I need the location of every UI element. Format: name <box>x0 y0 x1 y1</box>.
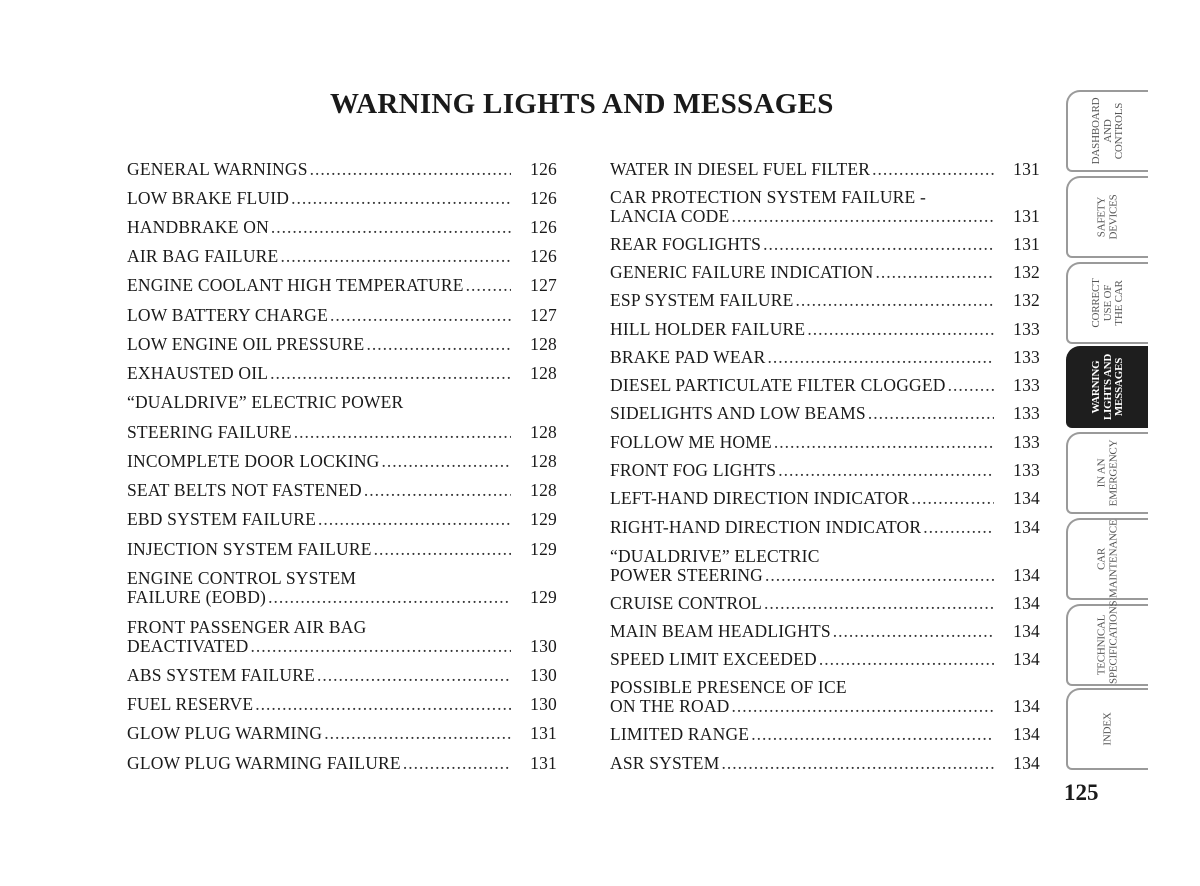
dot-leader <box>280 247 511 266</box>
toc-entry <box>610 678 1040 716</box>
toc-entry <box>127 724 557 743</box>
toc-entry-label: INCOMPLETE DOOR LOCKING <box>127 451 380 471</box>
toc-entry-label: LIMITED RANGE <box>610 724 750 744</box>
toc-entry-label: DIESEL PARTICULATE FILTER CLOGGED <box>610 375 946 395</box>
toc-entry-page: 133 <box>1013 319 1040 339</box>
toc-entry-label: ENGINE COOLANT HIGH TEMPERATURE <box>127 275 464 295</box>
section-tab[interactable] <box>1066 518 1148 600</box>
page-title: WARNING LIGHTS AND MESSAGES <box>330 88 834 120</box>
dot-leader <box>833 622 994 641</box>
toc-entry-label: FAILURE (EOBD) <box>127 587 267 607</box>
toc-entry-label: DEACTIVATED <box>127 636 249 656</box>
toc-entry-page: 129 <box>530 587 557 607</box>
toc-entry <box>610 754 1040 773</box>
toc-entry-label: WATER IN DIESEL FUEL FILTER <box>610 159 871 179</box>
toc-entry-label: MAIN BEAM HEADLIGHTS <box>610 621 831 641</box>
toc-entry-label: FUEL RESERVE <box>127 694 254 714</box>
section-tab-label: CORRECT USE OF THE CAR <box>1089 278 1125 328</box>
dot-leader <box>317 666 511 685</box>
section-tab-label: TECHNICAL SPECIFICATIONS <box>1095 600 1119 684</box>
dot-leader <box>911 489 994 508</box>
toc-entry-label: REAR FOGLIGHTS <box>610 234 762 254</box>
section-tab-label: INDEX <box>1101 712 1114 746</box>
toc-entry <box>127 540 557 559</box>
section-tab[interactable] <box>1066 432 1148 514</box>
toc-entry-page: 131 <box>530 753 557 773</box>
toc-entry-page: 128 <box>530 480 557 500</box>
toc-entry-label: GENERAL WARNINGS <box>127 159 308 179</box>
toc-entry-page: 131 <box>1013 206 1040 226</box>
section-tab-label: DASHBOARD AND CONTROLS <box>1089 97 1125 165</box>
toc-entry-label: EBD SYSTEM FAILURE <box>127 509 316 529</box>
toc-entry-label: BRAKE PAD WEAR <box>610 347 766 367</box>
dot-leader <box>294 423 511 442</box>
toc-entry-page: 126 <box>530 246 557 266</box>
toc-entry <box>610 725 1040 744</box>
dot-leader <box>271 218 511 237</box>
toc-entry <box>127 393 557 412</box>
toc-entry-page: 134 <box>1013 724 1040 744</box>
dot-leader <box>374 540 511 559</box>
toc-entry-page: 134 <box>1013 593 1040 613</box>
toc-entry-page: 126 <box>530 159 557 179</box>
toc-entry-page: 131 <box>1013 159 1040 179</box>
toc-entry-label: ON THE ROAD <box>610 696 730 716</box>
toc-entry-page: 134 <box>1013 621 1040 641</box>
toc-entry-label: FRONT FOG LIGHTS <box>610 460 777 480</box>
toc-entry-label: ABS SYSTEM FAILURE <box>127 665 316 685</box>
dot-leader <box>774 433 994 452</box>
toc-entry-label: LOW ENGINE OIL PRESSURE <box>127 334 365 354</box>
toc-entry <box>127 695 557 714</box>
toc-entry-label: FOLLOW ME HOME <box>610 432 772 452</box>
toc-entry-page: 130 <box>530 636 557 656</box>
toc-entry <box>127 618 557 656</box>
toc-entry <box>610 650 1040 669</box>
toc-entry <box>127 754 557 773</box>
section-tab[interactable] <box>1066 600 1148 686</box>
toc-entry <box>127 452 557 471</box>
toc-entry-page: 133 <box>1013 375 1040 395</box>
toc-entry-page: 130 <box>530 694 557 714</box>
dot-leader <box>324 724 511 743</box>
toc-entry <box>610 622 1040 641</box>
toc-entry-page: 129 <box>530 509 557 529</box>
toc-entry-page: 126 <box>530 217 557 237</box>
toc-entry <box>127 481 557 500</box>
toc-entry <box>610 547 1040 585</box>
section-tab-label: SAFETY DEVICES <box>1095 194 1119 240</box>
dot-leader <box>872 160 994 179</box>
toc-entry <box>610 160 1040 179</box>
toc-entry <box>610 404 1040 423</box>
toc-entry <box>127 247 557 266</box>
dot-leader <box>796 291 995 310</box>
dot-leader <box>364 481 511 500</box>
dot-leader <box>778 461 994 480</box>
toc-entry-page: 134 <box>1013 753 1040 773</box>
dot-leader <box>875 263 994 282</box>
toc-entry-label: LANCIA CODE <box>610 206 730 226</box>
section-tab-label: IN AN EMERGENCY <box>1095 439 1119 507</box>
toc-entry <box>127 364 557 383</box>
section-tab-label: WARNING LIGHTS AND MESSAGES <box>1089 353 1125 421</box>
dot-leader <box>923 518 994 537</box>
toc-entry <box>127 189 557 208</box>
toc-entry-label: HILL HOLDER FAILURE <box>610 319 806 339</box>
toc-entry-label: LOW BRAKE FLUID <box>127 188 290 208</box>
section-tab-label: CAR MAINTENANCE <box>1095 519 1119 598</box>
section-tab[interactable] <box>1066 688 1148 770</box>
toc-entry <box>127 218 557 237</box>
toc-entry-page: 134 <box>1013 488 1040 508</box>
toc-entry-page: 131 <box>1013 234 1040 254</box>
toc-entry-page: 130 <box>530 665 557 685</box>
toc-entry-page: 128 <box>530 363 557 383</box>
toc-entry <box>610 320 1040 339</box>
toc-entry-label: AIR BAG FAILURE <box>127 246 279 266</box>
dot-leader <box>270 364 511 383</box>
dot-leader <box>732 697 994 716</box>
toc-entry-page: 126 <box>530 188 557 208</box>
toc-entry-label: RIGHT-HAND DIRECTION INDICATOR <box>610 517 922 537</box>
toc-entry <box>127 666 557 685</box>
toc-entry-label-line1: “DUALDRIVE” ELECTRIC <box>610 546 820 566</box>
toc-entry <box>610 291 1040 310</box>
toc-entry <box>610 461 1040 480</box>
dot-leader <box>807 320 994 339</box>
toc-entry-page: 128 <box>530 422 557 442</box>
toc-entry-label: STEERING FAILURE <box>127 422 292 442</box>
toc-entry-label-line1: CAR PROTECTION SYSTEM FAILURE - <box>610 187 927 207</box>
toc-entry <box>610 518 1040 537</box>
toc-entry <box>610 188 1040 226</box>
toc-entry-page: 129 <box>530 539 557 559</box>
dot-leader <box>819 650 994 669</box>
toc-entry <box>127 423 557 442</box>
toc-entry-label: SIDELIGHTS AND LOW BEAMS <box>610 403 866 423</box>
toc-entry <box>610 376 1040 395</box>
toc-entry-label: GLOW PLUG WARMING FAILURE <box>127 753 401 773</box>
toc-entry-page: 132 <box>1013 290 1040 310</box>
toc-entry-label: INJECTION SYSTEM FAILURE <box>127 539 372 559</box>
dot-leader <box>291 189 511 208</box>
toc-entry-label: LOW BATTERY CHARGE <box>127 305 328 325</box>
toc-entry-label-line1: POSSIBLE PRESENCE OF ICE <box>610 677 847 697</box>
dot-leader <box>731 207 994 226</box>
toc-entry-page: 133 <box>1013 432 1040 452</box>
toc-entry <box>610 594 1040 613</box>
toc-entry-page: 133 <box>1013 347 1040 367</box>
dot-leader <box>366 335 511 354</box>
toc-entry-page: 128 <box>530 451 557 471</box>
toc-entry-label: “DUALDRIVE” ELECTRIC POWER <box>127 392 404 412</box>
section-tab[interactable] <box>1066 90 1148 172</box>
dot-leader <box>763 235 994 254</box>
dot-leader <box>255 695 511 714</box>
dot-leader <box>403 754 511 773</box>
toc-entry-label: GLOW PLUG WARMING <box>127 723 323 743</box>
toc-entry <box>127 335 557 354</box>
toc-entry-label-line1: ENGINE CONTROL SYSTEM <box>127 568 357 588</box>
dot-leader <box>466 276 511 295</box>
dot-leader <box>868 404 994 423</box>
section-tab[interactable] <box>1066 262 1148 344</box>
toc-entry <box>127 306 557 325</box>
toc-entry <box>127 276 557 295</box>
toc-entry-label: EXHAUSTED OIL <box>127 363 269 383</box>
toc-entry-label: LEFT-HAND DIRECTION INDICATOR <box>610 488 910 508</box>
toc-entry <box>610 348 1040 367</box>
toc-entry-page: 127 <box>530 275 557 295</box>
dot-leader <box>721 754 994 773</box>
toc-entry-label: ESP SYSTEM FAILURE <box>610 290 794 310</box>
toc-entry-page: 133 <box>1013 460 1040 480</box>
toc-entry <box>610 433 1040 452</box>
toc-entry-page: 132 <box>1013 262 1040 282</box>
dot-leader <box>268 588 511 607</box>
toc-entry-page: 134 <box>1013 649 1040 669</box>
dot-leader <box>250 637 511 656</box>
dot-leader <box>330 306 511 325</box>
toc-entry <box>127 160 557 179</box>
toc-entry-label-line1: FRONT PASSENGER AIR BAG <box>127 617 367 637</box>
toc-entry-page: 127 <box>530 305 557 325</box>
section-tab[interactable] <box>1066 176 1148 258</box>
toc-entry-label: SPEED LIMIT EXCEEDED <box>610 649 817 669</box>
page-number: 125 <box>1064 780 1099 805</box>
toc-entry-page: 134 <box>1013 517 1040 537</box>
toc-entry-page: 133 <box>1013 403 1040 423</box>
toc-entry <box>610 263 1040 282</box>
toc-entry <box>610 235 1040 254</box>
dot-leader <box>751 725 994 744</box>
toc-entry-label: GENERIC FAILURE INDICATION <box>610 262 874 282</box>
toc-entry <box>127 510 557 529</box>
toc-entry <box>127 569 557 607</box>
dot-leader <box>767 348 994 367</box>
dot-leader <box>318 510 511 529</box>
dot-leader <box>948 376 994 395</box>
toc-entry-page: 134 <box>1013 565 1040 585</box>
toc-entry <box>610 489 1040 508</box>
toc-entry-label: POWER STEERING <box>610 565 764 585</box>
dot-leader <box>764 594 994 613</box>
toc-entry-label: HANDBRAKE ON <box>127 217 269 237</box>
toc-entry-page: 131 <box>530 723 557 743</box>
toc-entry-label: SEAT BELTS NOT FASTENED <box>127 480 362 500</box>
section-tab[interactable] <box>1066 346 1148 428</box>
dot-leader <box>382 452 511 471</box>
toc-entry-page: 134 <box>1013 696 1040 716</box>
dot-leader <box>310 160 511 179</box>
dot-leader <box>765 566 994 585</box>
toc-entry-page: 128 <box>530 334 557 354</box>
toc-entry-label: CRUISE CONTROL <box>610 593 763 613</box>
toc-entry-label: ASR SYSTEM <box>610 753 720 773</box>
